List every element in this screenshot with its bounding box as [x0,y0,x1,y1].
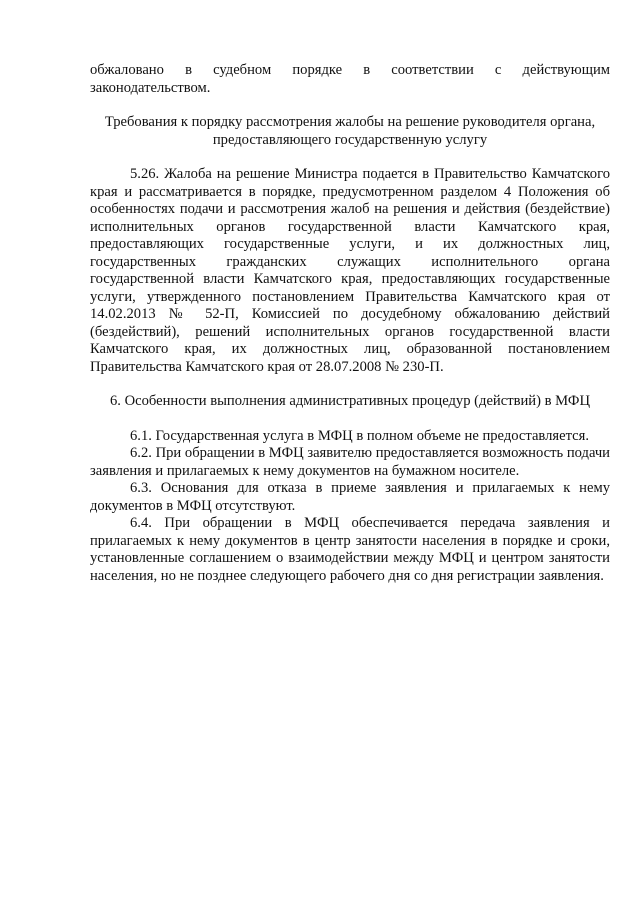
continuation-paragraph: обжаловано в судебном порядке в соответствии с действующим законодательством. [90,62,610,96]
spacer [90,411,610,428]
document-page [90,62,610,585]
section-heading-complaint-requirements: Требования к порядку рассмотрения жалобы на решение руководителя органа, предоставляющего государственную услугу [104,114,596,148]
paragraph-6-2: 6.2. При обращении в МФЦ заявителю предоставляется возможность подачи заявления и прилагаемых к нему документов на бумажном носителе. [90,445,610,479]
spacer [90,376,610,393]
section-heading-6: 6. Особенности выполнения административных процедур (действий) в МФЦ [109,393,590,409]
paragraph-6-4: 6.4. При обращении в МФЦ обеспечивается передача заявления и прилагаемых к нему документов в центр занятости населения в порядке и сроки, установленные соглашением о взаимодействии между МФЦ и центром занятости населения, но не позднее следующего рабочего дня со дня регистрации заявления. [90,515,610,584]
paragraph-6-1: 6.1. Государственная услуга в МФЦ в полном объеме не предоставляется. [130,427,589,444]
spacer [90,149,610,166]
paragraph-5-26: 5.26. Жалоба на решение Министра подается в Правительство Камчатского края и рассматривается в порядке, предусмотренном разделом 4 Положения об особенностях подачи и рассмотрения жалоб на решения и действия (бездействие) исполнительных органов государственной власти Камчатского края, предоставляющих государственные услуги, и их должностных лиц, государственных гражданских служащих исполнительного органа государственной власти Камчатского края, предоставляющих государственные услуги, утвержденного постановлением Правительства Камчатского края от 14.02.2013 № 52-П, Комиссией по досудебному обжалованию действий (бездействий), решений исполнительных органов государственной власти Камчатского края, их должностных лиц, образованной постановлением Правительства Камчатского края от 28.07.2008 № 230-П. [90,166,610,375]
spacer [90,97,610,114]
paragraph-6-3: 6.3. Основания для отказа в приеме заявления и прилагаемых к нему документов в МФЦ отсутствуют. [90,480,610,514]
